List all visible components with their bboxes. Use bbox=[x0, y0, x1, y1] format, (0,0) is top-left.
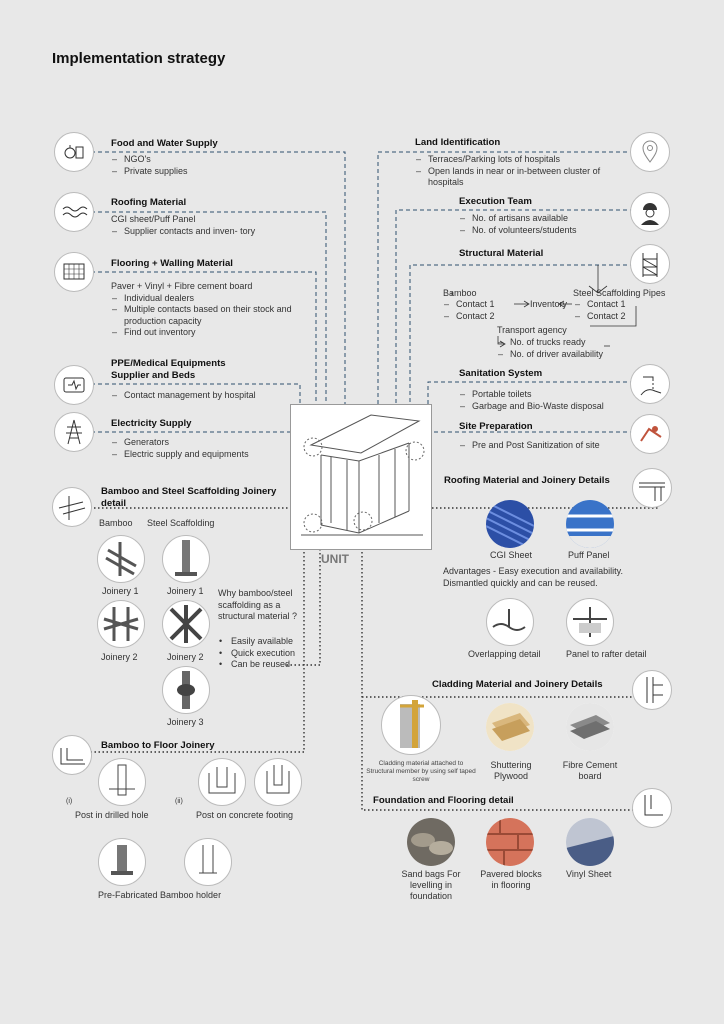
ppe-list bbox=[111, 390, 256, 402]
location-pin-icon bbox=[630, 132, 670, 172]
land-heading: Land Identification bbox=[415, 137, 501, 148]
list-item: – Portable toilets bbox=[459, 389, 604, 401]
bamboo-joinery-1-caption: Joinery 1 bbox=[102, 586, 139, 596]
fibre-cement-image bbox=[566, 703, 614, 751]
list-item: – Multiple contacts based on their stock and production capacity bbox=[111, 304, 316, 327]
cladding-icon bbox=[632, 670, 672, 710]
list-item: – No. of artisans available bbox=[459, 213, 577, 225]
unit-box bbox=[290, 404, 432, 550]
cladding-attachment-image bbox=[381, 695, 441, 755]
land-list bbox=[415, 154, 625, 189]
unit-label: UNIT bbox=[321, 552, 349, 566]
page-title: Implementation strategy bbox=[52, 50, 226, 67]
sanitation-list bbox=[459, 389, 604, 412]
why-bamboo-list bbox=[218, 636, 295, 671]
post-footing-caption: Post on concrete footing bbox=[196, 810, 294, 820]
list-item: – Contact 1 bbox=[574, 299, 626, 311]
steel-joinery-1-image bbox=[162, 535, 210, 583]
overlap-detail-caption: Overlapping detail bbox=[468, 649, 541, 659]
steel-joinery-2-caption: Joinery 2 bbox=[167, 652, 204, 662]
floor-joinery-icon bbox=[52, 735, 92, 775]
sanitation-heading: Sanitation System bbox=[459, 368, 543, 379]
list-item: • Can be reused bbox=[218, 659, 295, 671]
steel-joinery-3-image bbox=[162, 666, 210, 714]
paver-blocks-caption: Pavered blocks in flooring bbox=[480, 869, 542, 890]
cgi-sheet-caption: CGI Sheet bbox=[490, 550, 533, 560]
plywood-image bbox=[486, 703, 534, 751]
flooring-list bbox=[111, 281, 316, 339]
transport-list bbox=[497, 337, 603, 360]
plywood-caption: Shuttering Plywood bbox=[490, 760, 532, 781]
ppe-icon bbox=[54, 365, 94, 405]
site-heading: Site Preparation bbox=[459, 421, 533, 432]
paver-blocks-image bbox=[486, 818, 534, 866]
electricity-icon bbox=[54, 412, 94, 452]
post-drilled-hole-image bbox=[98, 758, 146, 806]
worker-icon bbox=[630, 192, 670, 232]
vinyl-sheet-image bbox=[566, 818, 614, 866]
list-item: – Terraces/Parking lots of hospitals bbox=[415, 154, 625, 166]
electricity-list bbox=[111, 437, 249, 460]
puff-panel-caption: Puff Panel bbox=[568, 550, 610, 560]
ppe-heading-1: PPE/Medical Equipments bbox=[111, 358, 226, 369]
bamboo-contacts bbox=[443, 299, 495, 322]
execution-list bbox=[459, 213, 577, 236]
list-item: – Pre and Post Sanitization of site bbox=[459, 440, 600, 452]
list-item: – NGO's bbox=[111, 154, 188, 166]
ppe-heading-2: Supplier and Beds bbox=[111, 370, 196, 381]
flooring-icon bbox=[54, 252, 94, 292]
roofing-line1: CGI sheet/Puff Panel bbox=[111, 214, 196, 224]
list-item: – Open lands in near or in-between cluster of hospitals bbox=[415, 166, 625, 189]
steel-joinery-1-caption: Joinery 1 bbox=[167, 586, 204, 596]
steel-joinery-2-image bbox=[162, 600, 210, 648]
list-item: – Supplier contacts and inven- tory bbox=[111, 226, 261, 238]
flooring-line1: Paver + Vinyl + Fibre cement board bbox=[111, 281, 253, 291]
sanitization-icon bbox=[630, 414, 670, 454]
steel-joinery-3-caption: Joinery 3 bbox=[167, 717, 204, 727]
list-item: – No. of trucks ready bbox=[497, 337, 603, 349]
flooring-heading: Flooring + Walling Material bbox=[111, 258, 233, 269]
option-ii-label: (ii) bbox=[175, 798, 183, 805]
structural-heading: Structural Material bbox=[459, 248, 544, 259]
bamboo-joinery-heading-2: detail bbox=[101, 498, 127, 509]
food-icon bbox=[54, 132, 94, 172]
roofing-heading: Roofing Material bbox=[111, 197, 187, 208]
puff-panel-image bbox=[566, 500, 614, 548]
post-footing-image-2 bbox=[254, 758, 302, 806]
list-item: – Electric supply and equipments bbox=[111, 449, 249, 461]
overlap-detail-image bbox=[486, 598, 534, 646]
scaffolding-icon bbox=[630, 244, 670, 284]
sand-bags-image bbox=[407, 818, 455, 866]
why-bamboo-question: Why bamboo/steel scaffolding as a structural material ? bbox=[218, 588, 298, 622]
vinyl-sheet-caption: Vinyl Sheet bbox=[566, 869, 612, 879]
roofing-icon bbox=[54, 192, 94, 232]
floor-joinery-heading: Bamboo to Floor Joinery bbox=[101, 740, 215, 751]
option-i-label: (i) bbox=[66, 798, 73, 805]
prefab-holder-image-1 bbox=[98, 838, 146, 886]
list-item: – Private supplies bbox=[111, 166, 188, 178]
roof-joinery-icon bbox=[632, 468, 672, 508]
list-item: – Find out inventory bbox=[111, 327, 316, 339]
food-list bbox=[111, 154, 188, 177]
bamboo-joinery-heading-1: Bamboo and Steel Scaffolding Joinery bbox=[101, 486, 277, 497]
inventory-label: Inventory bbox=[530, 299, 568, 309]
foundation-icon bbox=[632, 788, 672, 828]
execution-heading: Execution Team bbox=[459, 196, 532, 207]
hand-wash-icon bbox=[630, 364, 670, 404]
roof-advantages-2: Dismantled quickly and can be reused. bbox=[443, 578, 598, 588]
post-drilled-hole-caption: Post in drilled hole bbox=[75, 810, 149, 820]
roof-advantages-1: Advantages - Easy execution and availability. bbox=[443, 566, 623, 576]
steel-contacts bbox=[574, 299, 626, 322]
post-footing-image-1 bbox=[198, 758, 246, 806]
panel-rafter-image bbox=[566, 598, 614, 646]
list-item: – No. of volunteers/students bbox=[459, 225, 577, 237]
list-item: • Easily available bbox=[218, 636, 295, 648]
list-item: – Contact 2 bbox=[574, 311, 626, 323]
sand-bags-caption: Sand bags For levelling in foundation bbox=[401, 869, 461, 901]
food-heading: Food and Water Supply bbox=[111, 138, 218, 149]
roofing-list bbox=[111, 214, 261, 237]
roof-joinery-heading: Roofing Material and Joinery Details bbox=[444, 475, 610, 486]
steel-col-label: Steel Scaffolding bbox=[147, 518, 215, 528]
scaffolding-joinery-icon bbox=[52, 487, 92, 527]
structural-bamboo-label: Bamboo bbox=[443, 288, 477, 298]
prefab-holder-caption: Pre-Fabricated Bamboo holder bbox=[98, 890, 222, 900]
bamboo-joinery-2-image bbox=[97, 600, 145, 648]
site-list bbox=[459, 440, 600, 452]
fibre-cement-caption: Fibre Cement board bbox=[562, 760, 618, 781]
list-item: – Garbage and Bio-Waste disposal bbox=[459, 401, 604, 413]
cladding-note: Cladding material attached to Structural member by using self taped screw bbox=[366, 760, 476, 783]
list-item: – Generators bbox=[111, 437, 249, 449]
bamboo-col-label: Bamboo bbox=[99, 518, 133, 528]
panel-rafter-caption: Panel to rafter detail bbox=[566, 649, 647, 659]
list-item: – No. of driver availability bbox=[497, 349, 603, 361]
electricity-heading: Electricity Supply bbox=[111, 418, 192, 429]
cladding-heading: Cladding Material and Joinery Details bbox=[432, 679, 603, 690]
list-item: – Individual dealers bbox=[111, 293, 316, 305]
prefab-holder-image-2 bbox=[184, 838, 232, 886]
cgi-sheet-image bbox=[486, 500, 534, 548]
foundation-heading: Foundation and Flooring detail bbox=[373, 795, 514, 806]
bamboo-joinery-2-caption: Joinery 2 bbox=[101, 652, 138, 662]
list-item: – Contact 2 bbox=[443, 311, 495, 323]
list-item: – Contact 1 bbox=[443, 299, 495, 311]
bamboo-joinery-1-image bbox=[97, 535, 145, 583]
transport-label: Transport agency bbox=[497, 325, 567, 335]
list-item: – Contact management by hospital bbox=[111, 390, 256, 402]
structural-steel-label: Steel Scaffolding Pipes bbox=[573, 288, 666, 298]
list-item: • Quick execution bbox=[218, 648, 295, 660]
